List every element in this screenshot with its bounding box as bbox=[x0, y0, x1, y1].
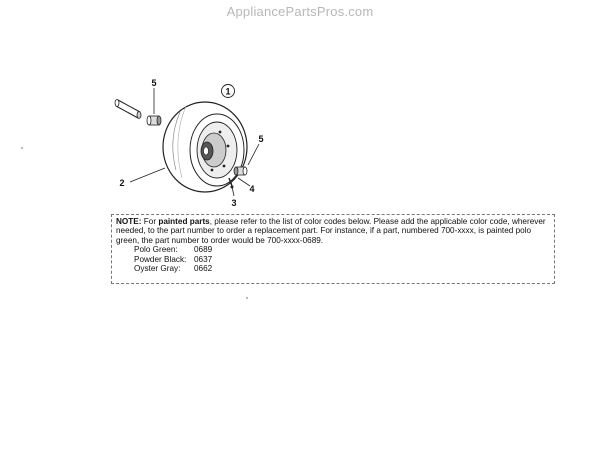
color-code-row bbox=[134, 255, 550, 264]
color-name: Powder Black: bbox=[134, 254, 187, 264]
callout-4: 4 bbox=[249, 184, 255, 194]
color-code-row bbox=[134, 245, 550, 254]
callout-1: 1 bbox=[225, 86, 231, 97]
bushing-right bbox=[234, 167, 247, 175]
note-label: NOTE: bbox=[116, 217, 142, 226]
color-code: 0662 bbox=[194, 264, 213, 274]
watermark: AppliancePartsPros.com bbox=[226, 4, 374, 19]
callout-2: 2 bbox=[119, 178, 125, 188]
wheel-rim bbox=[197, 122, 237, 178]
axle-shaft bbox=[115, 100, 141, 119]
note-text-b: , please refer to the list of color codes below. Please add the applicable color code, wherever needed, to the part number to order a replacement part. For instance, if a part, numbered 700-xxxx, is painted polo green, the part number to order would be 700-xxxx-0689. bbox=[116, 217, 546, 245]
callout-5-left: 5 bbox=[151, 78, 157, 88]
color-code-list bbox=[134, 245, 550, 273]
color-code: 0637 bbox=[194, 254, 213, 264]
note-highlight: painted parts bbox=[158, 217, 210, 226]
callout-5-right: 5 bbox=[258, 134, 264, 144]
note-text-a: For bbox=[143, 217, 157, 226]
callout-3: 3 bbox=[231, 198, 237, 208]
color-code: 0689 bbox=[194, 245, 213, 255]
painted-parts-note bbox=[111, 214, 555, 284]
color-name: Polo Green: bbox=[134, 245, 178, 255]
color-name: Oyster Gray: bbox=[134, 264, 181, 274]
note-paragraph bbox=[116, 217, 550, 245]
bushing-left bbox=[147, 116, 161, 125]
color-code-row bbox=[134, 264, 550, 273]
